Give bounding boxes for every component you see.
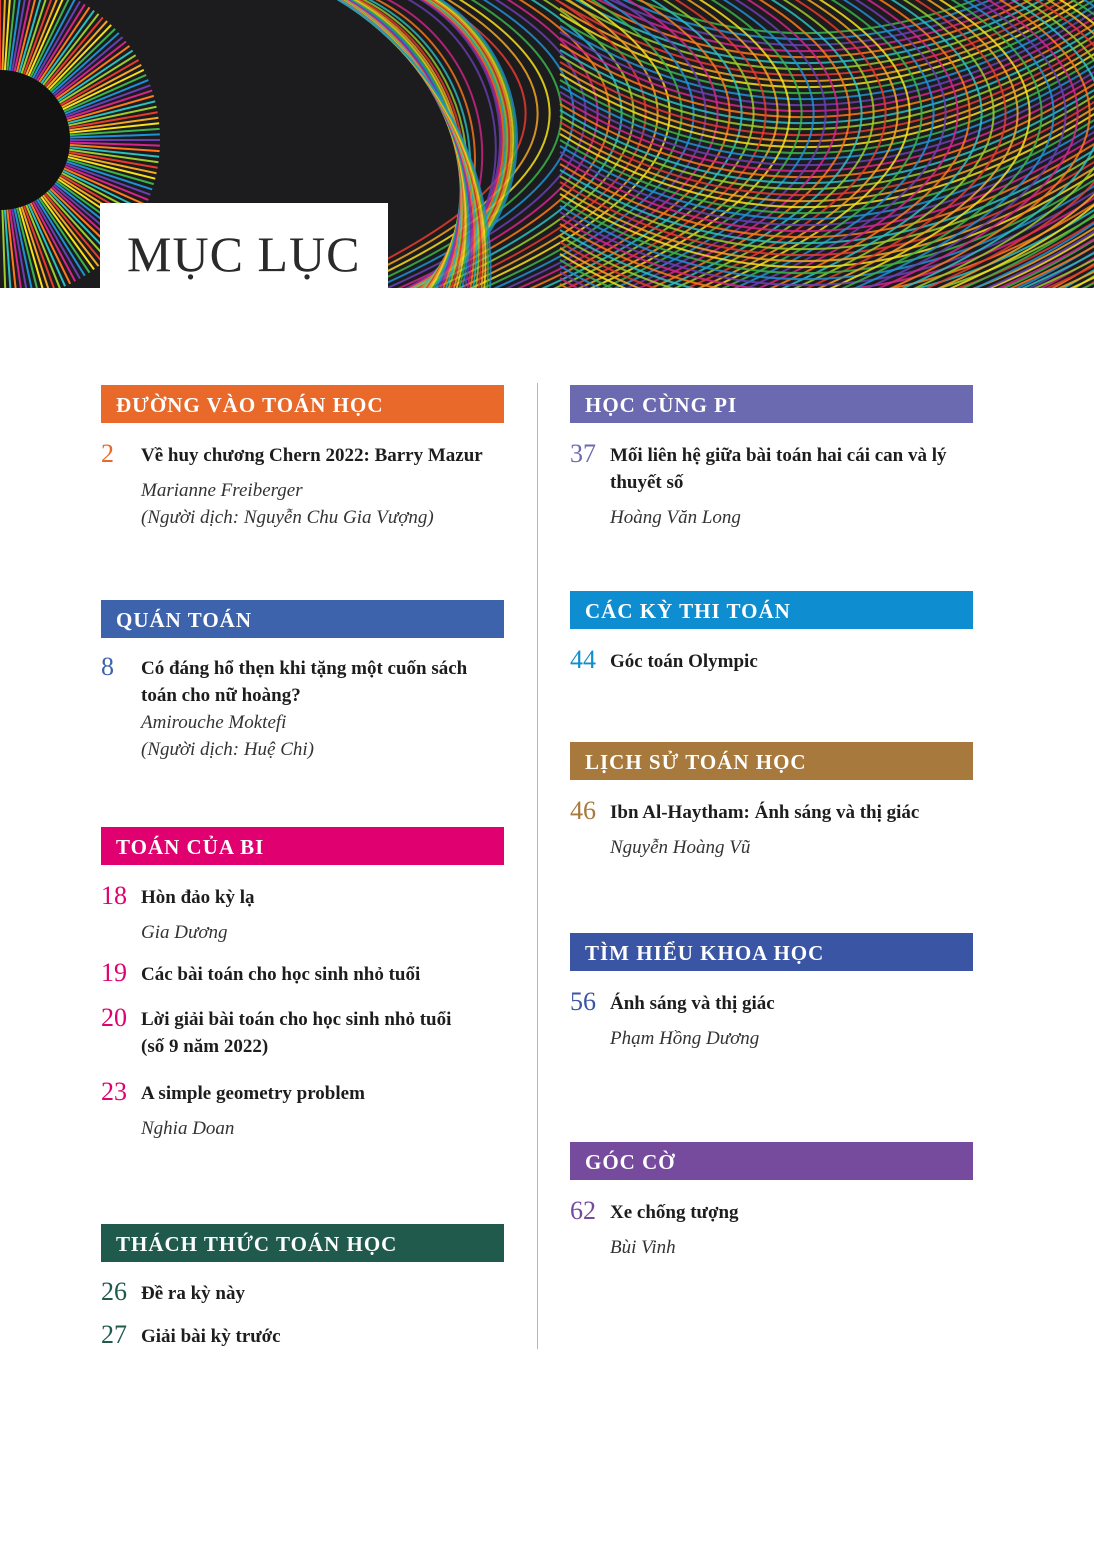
section-header: HỌC CÙNG PI <box>570 385 973 423</box>
column-divider <box>537 383 538 1349</box>
entry-translator: (Người dịch: Nguyễn Chu Gia Vượng) <box>141 507 434 528</box>
toc-entry[interactable] <box>101 1277 504 1307</box>
entry-title: Xe chống tượng <box>610 1202 739 1223</box>
section-header: GÓC CỜ <box>570 1142 973 1180</box>
entry-author: Nguyễn Hoàng Vũ <box>610 837 751 858</box>
section-hoc-cung-pi <box>570 385 973 531</box>
toc-entry[interactable] <box>101 958 504 988</box>
toc-entry[interactable] <box>570 1196 973 1261</box>
section-header: THÁCH THỨC TOÁN HỌC <box>101 1224 504 1262</box>
entry-author: Amirouche Moktefi <box>141 712 287 733</box>
entry-translator: (Người dịch: Huệ Chi) <box>141 739 315 760</box>
section-header: LỊCH SỬ TOÁN HỌC <box>570 742 973 780</box>
section-duong-vao-toan-hoc <box>101 385 504 531</box>
section-tim-hieu-khoa-hoc <box>570 933 973 1052</box>
toc-entry[interactable] <box>570 796 973 861</box>
section-header: TÌM HIỂU KHOA HỌC <box>570 933 973 971</box>
section-header: TOÁN CỦA BI <box>101 827 504 865</box>
page-title: MỤC LỤC <box>127 226 361 282</box>
title-box <box>100 203 388 295</box>
entry-title: Về huy chương Chern 2022: Barry Mazur <box>141 445 483 466</box>
entry-author: Nghia Doan <box>141 1118 235 1139</box>
entry-title: Đề ra kỳ này <box>141 1283 245 1304</box>
page-number: 62 <box>570 1196 596 1225</box>
entry-title: Lời giải bài toán cho học sinh nhỏ tuổi (số 9 năm 2022) <box>141 1009 452 1057</box>
toc-entry[interactable] <box>101 439 504 531</box>
entry-author: Hoàng Văn Long <box>610 507 741 528</box>
toc-entry[interactable] <box>570 439 973 531</box>
entry-title: A simple geometry problem <box>141 1083 365 1104</box>
section-cac-ky-thi-toan <box>570 591 973 675</box>
entry-author: Bùi Vinh <box>610 1237 676 1258</box>
page-number: 8 <box>101 652 114 681</box>
entry-title: Ibn Al-Haytham: Ánh sáng và thị giác <box>610 802 920 823</box>
page-number: 46 <box>570 796 596 825</box>
page-number: 2 <box>101 439 114 468</box>
entry-author: Marianne Freiberger <box>141 480 303 501</box>
entry-title: Mối liên hệ giữa bài toán hai cái can và lý thuyết số <box>610 445 947 493</box>
entry-title: Hòn đảo kỳ lạ <box>141 887 255 908</box>
page-number: 18 <box>101 881 127 910</box>
toc-entry[interactable] <box>570 987 973 1052</box>
page-number: 20 <box>101 1003 127 1032</box>
page-number: 44 <box>570 645 596 674</box>
section-quan-toan <box>101 600 504 763</box>
page-number: 26 <box>101 1277 127 1306</box>
entry-title: Góc toán Olympic <box>610 651 758 672</box>
page-number: 56 <box>570 987 596 1016</box>
entry-title: Giải bài kỳ trước <box>141 1326 281 1347</box>
section-goc-co <box>570 1142 973 1261</box>
section-header: CÁC KỲ THI TOÁN <box>570 591 973 629</box>
toc-entry[interactable] <box>570 645 973 675</box>
entry-author: Phạm Hồng Dương <box>610 1028 760 1049</box>
page-number: 27 <box>101 1320 127 1349</box>
toc-entry[interactable] <box>101 652 504 763</box>
toc-entry[interactable] <box>101 1077 504 1142</box>
page-number: 19 <box>101 958 127 987</box>
page-number: 37 <box>570 439 596 468</box>
toc-entry[interactable] <box>101 881 504 946</box>
toc-entry[interactable] <box>101 1003 504 1060</box>
entry-title: Các bài toán cho học sinh nhỏ tuổi <box>141 964 421 985</box>
page-number: 23 <box>101 1077 127 1106</box>
section-lich-su-toan-hoc <box>570 742 973 861</box>
toc-entry[interactable] <box>101 1320 504 1350</box>
section-header: ĐƯỜNG VÀO TOÁN HỌC <box>101 385 504 423</box>
section-header: QUÁN TOÁN <box>101 600 504 638</box>
section-thach-thuc-toan-hoc <box>101 1224 504 1350</box>
entry-title: Có đáng hổ thẹn khi tặng một cuốn sách toán cho nữ hoàng? <box>141 658 468 706</box>
section-toan-cua-bi <box>101 827 504 1142</box>
entry-author: Gia Dương <box>141 922 228 943</box>
entry-title: Ánh sáng và thị giác <box>610 993 775 1014</box>
